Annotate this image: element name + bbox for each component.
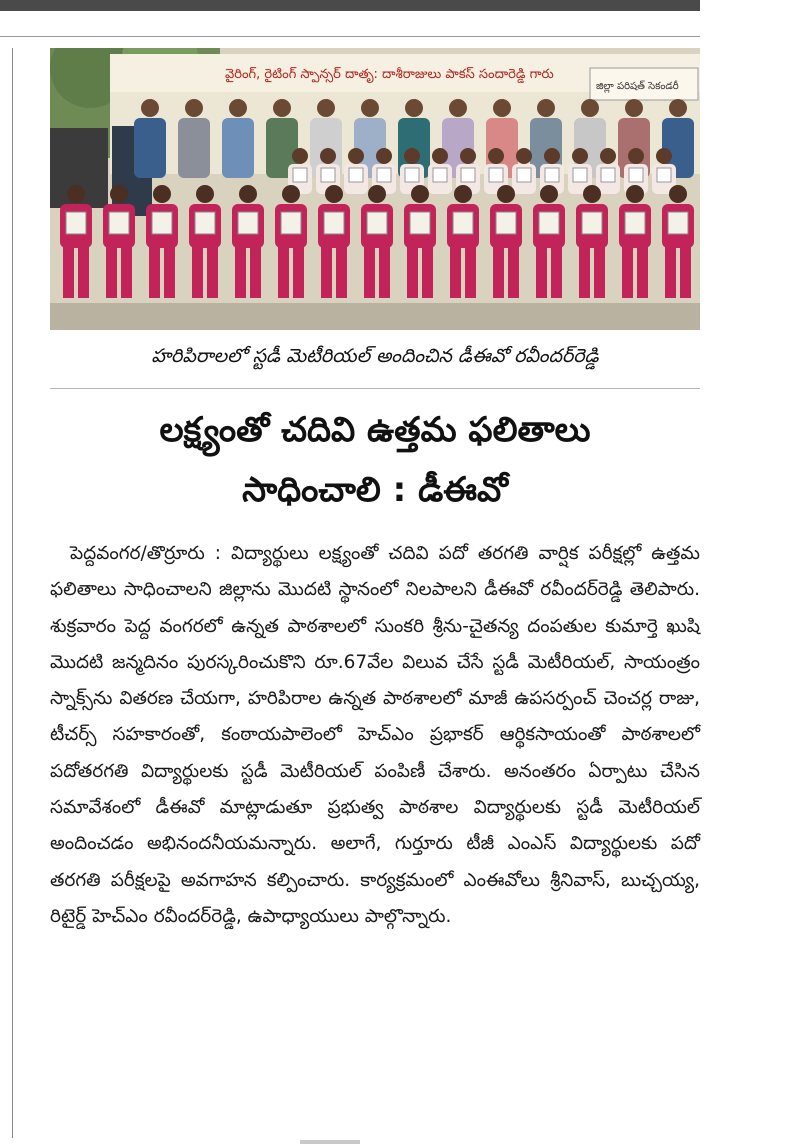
banner-text: వైరింగ్, రైటింగ్ స్పాన్సర్ దాతృ: దాశీరాజులు పాకస్ సందారెడ్డి గారు xyxy=(225,67,554,82)
group-photo xyxy=(50,48,700,330)
board-text: జిల్లా పరిషత్ సెకండరీ xyxy=(596,81,679,92)
bottom-mark xyxy=(300,1140,360,1144)
article-body: పెద్దవంగర/తొర్రూరు : విద్యార్థులు లక్ష్యంతో చదివి పదో తరగతి వార్షిక పరీక్షల్లో ఉత్తమ ఫలితాలు సాధించాలని జిల్లాను మొదటి స్థానంలో నిలపాలని డీఈవో రవీందర్‌రెడ్డి తెలిపారు. శుక్రవారం పెద్ద వంగరలో ఉన్నత పాఠశాలలో సుంకరి శ్రీను-చైతన్య దంపతుల కుమార్తె ఖుషి మొదటి జన్మదినం పురస్కరించుకొని రూ.67వేల విలువ చేసే స్టడీ మెటీరియల్, సాయంత్రం స్నాక్స్‌ను వితరణ చేయగా, హరిపిరాల ఉన్నత పాఠశాలలో మాజీ ఉపసర్పంచ్ చెంచర్ల రాజు, టీచర్స్ సహకారంతో, కంఠాయపాలెంలో హెచ్‌ఎం ప్రభాకర్ ఆర్థికసాయంతో పాఠశాలలో పదోతరగతి విద్యార్థులకు స్టడీ మెటీరియల్ పంపిణీ చేశారు. అనంతరం ఏర్పాటు చేసిన సమావేశంలో డీఈవో మాట్లాడుతూ ప్రభుత్వ పాఠశాల విద్యార్థులకు స్టడీ మెటీరియల్ అందించడం అభినందనీయమన్నారు. అలాగే, గుర్తూరు టీజీ ఎంఎస్ విద్యార్థులకు పదో తరగతి పరీక్షలపై అవగాహన కల్పించారు. కార్యక్రమంలో ఎంఈవోలు శ్రీనివాస్, బుచ్చయ్య, రిటైర్డ్ హెచ్‌ఎం రవీందర్‌రెడ్డి, ఉపాధ్యాయులు పాల్గొన్నారు. xyxy=(50,543,700,927)
top-dark-bar xyxy=(0,0,700,11)
photo-caption: హరిపిరాలలో స్టడీ మెటీరియల్ అందించిన డీఈవో రవీందర్‌రెడ్డి xyxy=(151,345,599,367)
column-rule xyxy=(12,48,13,1138)
caption-rule xyxy=(50,388,700,389)
top-rule xyxy=(0,36,700,37)
headline-line-2: సాధించాలి : డీఈవో xyxy=(242,470,508,510)
headline-line-1: లక్ష్యంతో చదివి ఉత్తమ ఫలితాలు xyxy=(159,410,591,450)
